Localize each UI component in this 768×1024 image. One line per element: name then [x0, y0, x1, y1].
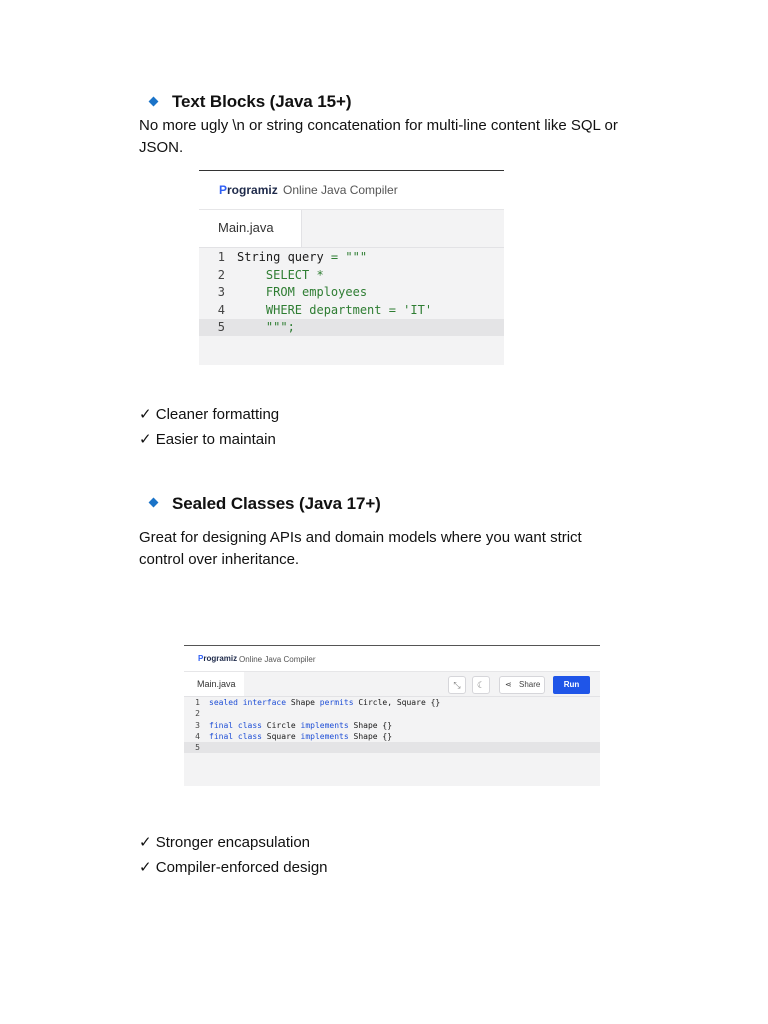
- code-text: [237, 267, 324, 284]
- code-token: final class: [209, 731, 267, 741]
- code-token: final class: [209, 720, 267, 730]
- compiler-title: Online Java Compiler: [239, 655, 316, 664]
- tab-main-java[interactable]: Main.java: [199, 210, 302, 247]
- code-token: SELECT *: [237, 267, 324, 282]
- share-button[interactable]: ⋖ Share: [499, 676, 545, 694]
- bullet-diamond-icon: [149, 97, 159, 107]
- section-description-line: JSON.: [139, 139, 184, 156]
- expand-icon[interactable]: ⤡: [448, 676, 466, 694]
- run-button[interactable]: Run: [553, 676, 590, 694]
- section-heading-sealed-classes: Sealed Classes (Java 17+): [172, 494, 381, 513]
- code-token: Circle: [266, 720, 301, 730]
- code-editor[interactable]: [199, 248, 504, 365]
- line-number: 1: [195, 698, 200, 707]
- programiz-logo: Programiz: [219, 183, 278, 197]
- compiler-header: [199, 171, 504, 210]
- code-text: [209, 731, 392, 742]
- code-token: Shape: [290, 698, 320, 707]
- code-token: FROM employees: [237, 285, 368, 299]
- code-line: [199, 267, 504, 284]
- tab-main-java[interactable]: Main.java: [184, 672, 244, 696]
- code-line: [184, 708, 600, 719]
- code-token: Circle, Square {}: [358, 698, 441, 707]
- benefit-item: ✓ Cleaner formatting: [139, 406, 280, 423]
- code-token: implements: [300, 720, 354, 730]
- code-token: WHERE department = 'IT': [237, 302, 433, 317]
- code-text: [209, 697, 440, 708]
- code-text: [237, 284, 367, 301]
- check-icon: ✓: [139, 431, 152, 448]
- check-icon: ✓: [139, 406, 152, 423]
- line-number: 5: [195, 743, 200, 753]
- section-heading-text-blocks: Text Blocks (Java 15+): [172, 92, 352, 111]
- benefit-item: ✓ Compiler-enforced design: [139, 859, 328, 876]
- bullet-diamond-icon: [149, 498, 159, 508]
- check-icon: ✓: [139, 834, 152, 851]
- line-number: 3: [195, 720, 200, 730]
- code-token: = """: [330, 250, 368, 264]
- code-line: [184, 742, 600, 753]
- code-line: [184, 697, 600, 708]
- compiler-title: Online Java Compiler: [283, 183, 398, 197]
- code-text: [237, 249, 367, 266]
- code-token: permits: [319, 698, 359, 707]
- code-token: Shape {}: [353, 731, 393, 741]
- line-number: 4: [195, 731, 200, 741]
- programiz-logo: Programiz: [198, 654, 238, 663]
- benefit-item: ✓ Stronger encapsulation: [139, 834, 311, 851]
- code-editor[interactable]: [184, 697, 600, 786]
- share-icon: ⋖: [505, 680, 512, 689]
- theme-moon-icon[interactable]: ☾: [472, 676, 490, 694]
- code-text: [237, 319, 295, 336]
- editor-toolbar: [184, 672, 600, 697]
- compiler-screenshot-text-blocks: [199, 170, 504, 365]
- code-text: [209, 720, 392, 731]
- code-token: String query: [237, 250, 331, 264]
- code-token: """;: [237, 320, 295, 334]
- line-number: 2: [217, 267, 225, 282]
- line-number: 2: [195, 709, 200, 719]
- compiler-header: [184, 646, 600, 672]
- code-line: [184, 720, 600, 731]
- code-token: Square: [266, 731, 301, 741]
- section-description-line: Great for designing APIs and domain models where you want strict: [139, 529, 582, 546]
- code-line: [199, 249, 504, 266]
- code-token: Shape {}: [353, 720, 393, 730]
- check-icon: ✓: [139, 859, 152, 876]
- section-description-line: No more ugly \n or string concatenation for multi-line content like SQL or: [139, 117, 618, 134]
- compiler-screenshot-sealed-classes: [184, 645, 600, 786]
- editor-tab-bar: [199, 210, 504, 248]
- line-number: 3: [217, 285, 225, 299]
- benefit-item: ✓ Easier to maintain: [139, 431, 276, 448]
- code-token: implements: [300, 731, 354, 741]
- code-line: [184, 731, 600, 742]
- code-line: [199, 319, 504, 336]
- code-text: [237, 302, 432, 319]
- code-token: sealed interface: [209, 698, 291, 707]
- section-description-line: control over inheritance.: [139, 551, 300, 568]
- line-number: 1: [217, 250, 225, 264]
- code-line: [199, 302, 504, 319]
- code-line: [199, 284, 504, 301]
- line-number: 5: [217, 320, 225, 334]
- line-number: 4: [217, 302, 225, 317]
